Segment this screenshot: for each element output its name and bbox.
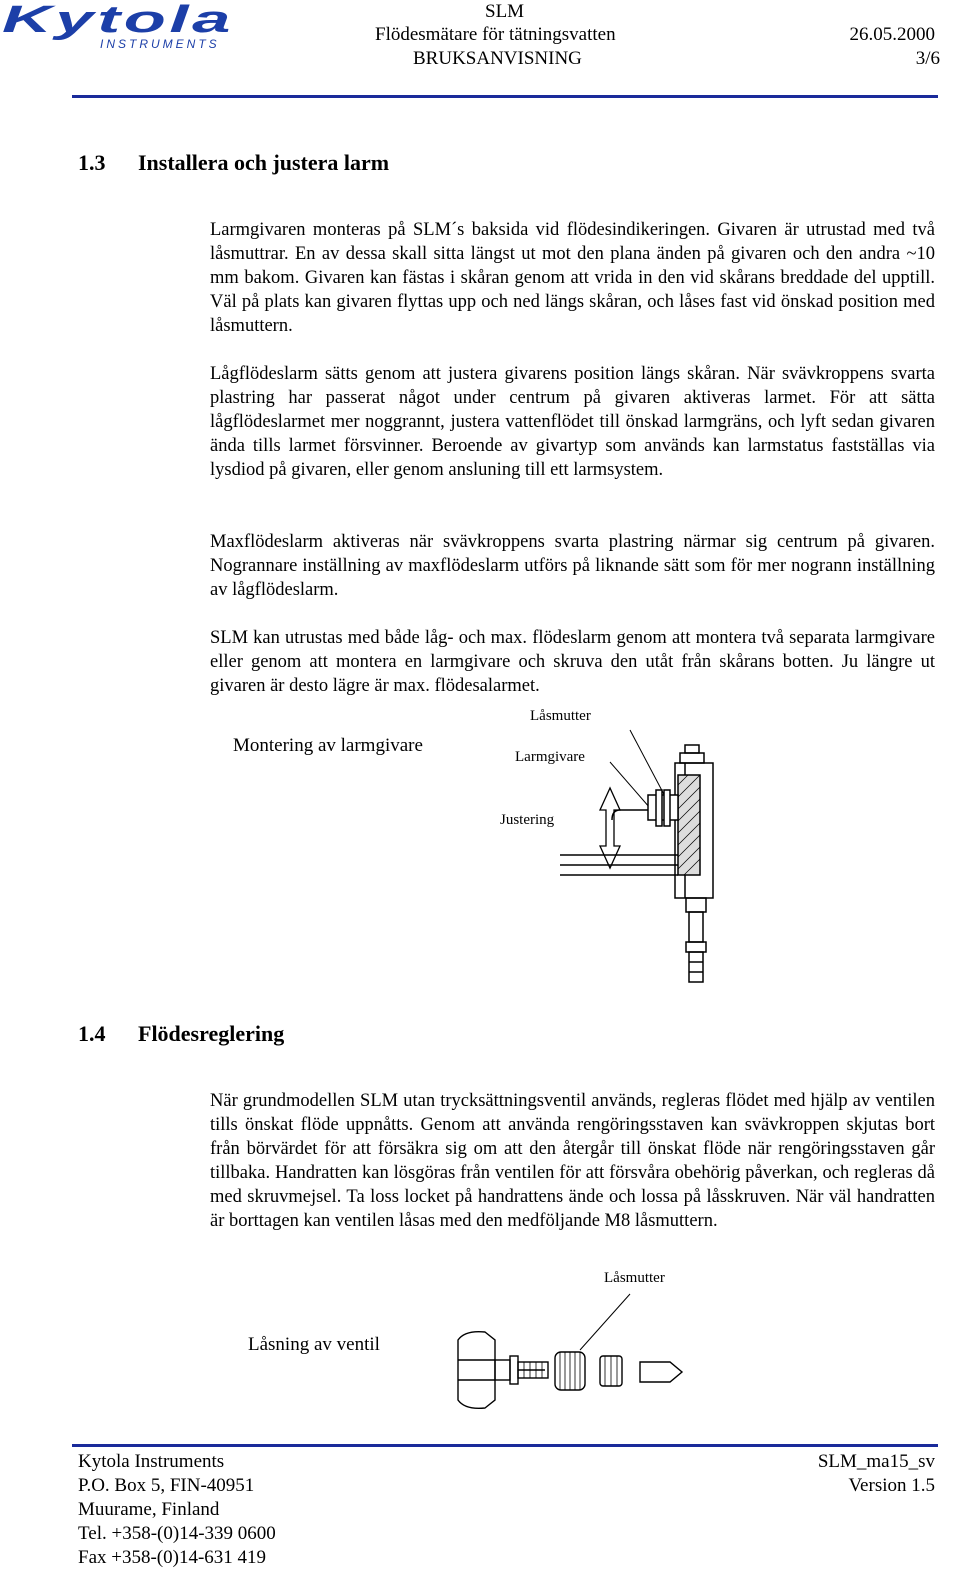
logo-mark	[2, 2, 238, 50]
footer-po-box: P.O. Box 5, FIN-40951	[78, 1475, 255, 1496]
footer-address	[78, 1450, 276, 1570]
figure-label-lasmutter: Låsmutter	[604, 1270, 665, 1286]
doc-header-date: 26.05.2000	[849, 24, 935, 45]
section-number: 1.4	[78, 1021, 106, 1046]
footer-phone: Tel. +358-(0)14-339 0600	[78, 1523, 276, 1544]
figure-caption: Låsning av ventil	[248, 1334, 380, 1355]
footer-city: Muurame, Finland	[78, 1499, 220, 1520]
section-number: 1.3	[78, 150, 106, 175]
figure-label-larmgivare: Larmgivare	[515, 749, 585, 765]
footer-doc-info	[818, 1450, 935, 1498]
figure-label-justering: Justering	[500, 812, 555, 828]
footer-fax: Fax +358-(0)14-631 419	[78, 1547, 267, 1568]
paragraph: När grundmodellen SLM utan trycksättningsventil används, regleras flödet med hjälp av ventilen tills önskat flöde uppnåtts. Genom att använda rengöringsstaven kan svävkroppen skjutas bort från börvärdet för att försäkra sig om att den återgår till önskat flöde när rengöringsstaven går tillbaka. Handratten kan lösgöras från ventilen för att försvåra obehörig påverkan, och regleras då med skruvmejsel. Ta loss locket på handrattens ände och lossa på låsskruven. När väl handratten är borttagen kan ventilen låsas med den medföljande M8 låsmuttern.	[210, 1091, 935, 1231]
paragraph: Larmgivaren monteras på SLM´s baksida vid flödesindikeringen. Givaren är utrustad med två låsmuttrar. En av dessa skall sitta längst ut mot den plana änden på givaren och den andra ~10 mm bakom. Givaren kan fästas i skåran genom att vrida in den vid skårans breddade del upptill. Väl på plats kan givaren flyttas upp och ned längs skåran, och låses fast vid önskad position med låsmuttern.	[210, 220, 935, 336]
doc-header-subject: Flödesmätare för tätningsvatten	[375, 24, 616, 45]
footer-doc-id: SLM_ma15_sv	[817, 1451, 935, 1472]
paragraph: SLM kan utrustas med både låg- och max. flödeslarm genom att montera två separata larmgivare eller genom att montera en larmgivare och skruva den utåt från skårans botten. Ju längre ut givaren är desto lägre är max. flödesalarmet.	[210, 628, 935, 696]
alarm-sensor-drawing	[560, 720, 760, 990]
logo-wordmark: Kytola	[2, 0, 234, 41]
doc-header-product: SLM	[485, 1, 525, 22]
figure-label-lasmutter: Låsmutter	[530, 708, 591, 724]
header-rule	[72, 95, 938, 98]
doc-header-type: BRUKSANVISNING	[413, 48, 582, 69]
valve-lock-drawing	[450, 1290, 700, 1420]
company-logo	[2, 2, 238, 50]
footer-company: Kytola Instruments	[78, 1451, 225, 1472]
section-title: Flödesreglering	[138, 1021, 285, 1046]
paragraph: Maxflödeslarm aktiveras när svävkroppens svarta plastring närmar sig centrum på givaren. Nogrannare inställning av maxflödeslarm utförs på liknande sätt som för mer nogrann inställning av lågflödeslarm.	[210, 532, 935, 600]
footer-version: Version 1.5	[848, 1475, 935, 1496]
paragraph: Lågflödeslarm sätts genom att justera givarens position längs skåran. När svävkroppens svarta plastring har passerat något under centrum på givaren aktiveras larmet. För att sätta lågflödeslarmet mer noggrannt, justera vattenflödet till önskad larmgräns, och lyft sedan givaren ända tills larmet försvinner. Beroende av givartyp som används kan larmstatus fastställas via lysdiod på givaren, eller genom ansluning till ett larmsystem.	[210, 364, 935, 480]
footer-rule	[72, 1444, 938, 1447]
section-title: Installera och justera larm	[138, 150, 390, 175]
logo-subtitle: INSTRUMENTS	[100, 37, 220, 51]
doc-header-page: 3/6	[915, 48, 940, 69]
figure-caption: Montering av larmgivare	[233, 735, 423, 756]
